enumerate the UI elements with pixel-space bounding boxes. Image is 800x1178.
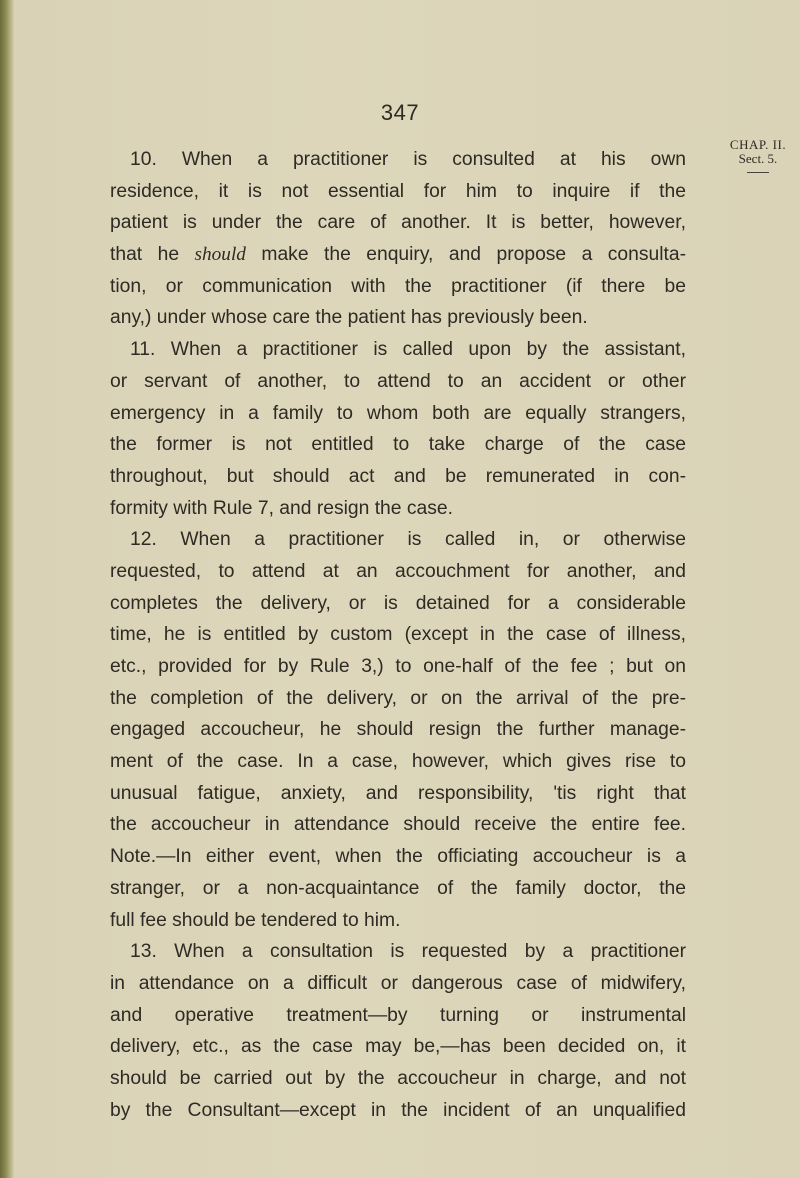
text-line: formity with Rule 7, and resign the case. [110, 497, 453, 519]
text-line: 10. When a practitioner is consulted at his own [130, 149, 686, 170]
text-line: Note.—In either event, when the officiating accoucheur is a [110, 846, 686, 868]
margin-note-section: Sect. 5. [738, 151, 778, 166]
text-line: in attendance on a difficult or dangerous case of midwifery, [110, 972, 686, 994]
text-line: 13. When a consultation is requested by a practitioner [130, 941, 686, 963]
emphasized-word: should [194, 244, 246, 266]
text-line-part: that he [110, 244, 195, 266]
text-line: by the Consultant—except in the incident of an unqualified [110, 1099, 686, 1121]
text-line [110, 239, 686, 271]
margin-note [718, 138, 798, 173]
text-line: and operative treatment—by turning or instrumental [110, 1004, 686, 1026]
text-line: completes the delivery, or is detained for a considerable [110, 592, 686, 614]
text-line: delivery, etc., as the case may be,—has been decided on, it [110, 1036, 686, 1058]
margin-note-chapter: CHAP. II. [729, 137, 787, 152]
body-text [110, 144, 686, 1126]
text-line: any,) under whose care the patient has previously been. [110, 307, 588, 329]
text-line: etc., provided for by Rule 3,) to one-half of the fee ; but on [110, 656, 686, 677]
text-line: the completion of the delivery, or on the arrival of the pre- [110, 687, 686, 709]
text-line: throughout, but should act and be remunerated in con- [110, 465, 686, 487]
text-line: residence, it is not essential for him to inquire if the [110, 180, 686, 202]
text-line: full fee should be tendered to him. [110, 909, 401, 931]
text-line: patient is under the care of another. It is better, however, [110, 212, 686, 234]
text-line: time, he is entitled by custom (except in the case of illness, [110, 624, 686, 646]
text-line-part: make the enquiry, and propose a consulta- [245, 244, 687, 266]
text-line: tion, or communication with the practitioner (if there be [110, 275, 686, 297]
text-line: engaged accoucheur, he should resign the further manage- [110, 719, 686, 741]
margin-note-rule [747, 172, 769, 173]
book-spine-edge [0, 0, 14, 1178]
text-line: requested, to attend at an accouchment for another, and [110, 560, 686, 582]
text-line: 12. When a practitioner is called in, or otherwise [130, 529, 686, 551]
text-line: emergency in a family to whom both are equally strangers, [110, 402, 686, 424]
text-line: should be carried out by the accoucheur in charge, and not [110, 1067, 686, 1089]
text-line: unusual fatigue, anxiety, and responsibility, 'tis right that [110, 782, 686, 804]
text-line: the accoucheur in attendance should receive the entire fee. [110, 814, 686, 836]
text-line: the former is not entitled to take charge of the case [110, 434, 686, 456]
page-number: 347 [380, 100, 420, 125]
text-line: or servant of another, to attend to an accident or other [110, 370, 686, 392]
text-line: ment of the case. In a case, however, which gives rise to [110, 751, 686, 773]
text-line: 11. When a practitioner is called upon by the assistant, [130, 339, 686, 361]
text-line: stranger, or a non-acquaintance of the family doctor, the [110, 877, 686, 899]
